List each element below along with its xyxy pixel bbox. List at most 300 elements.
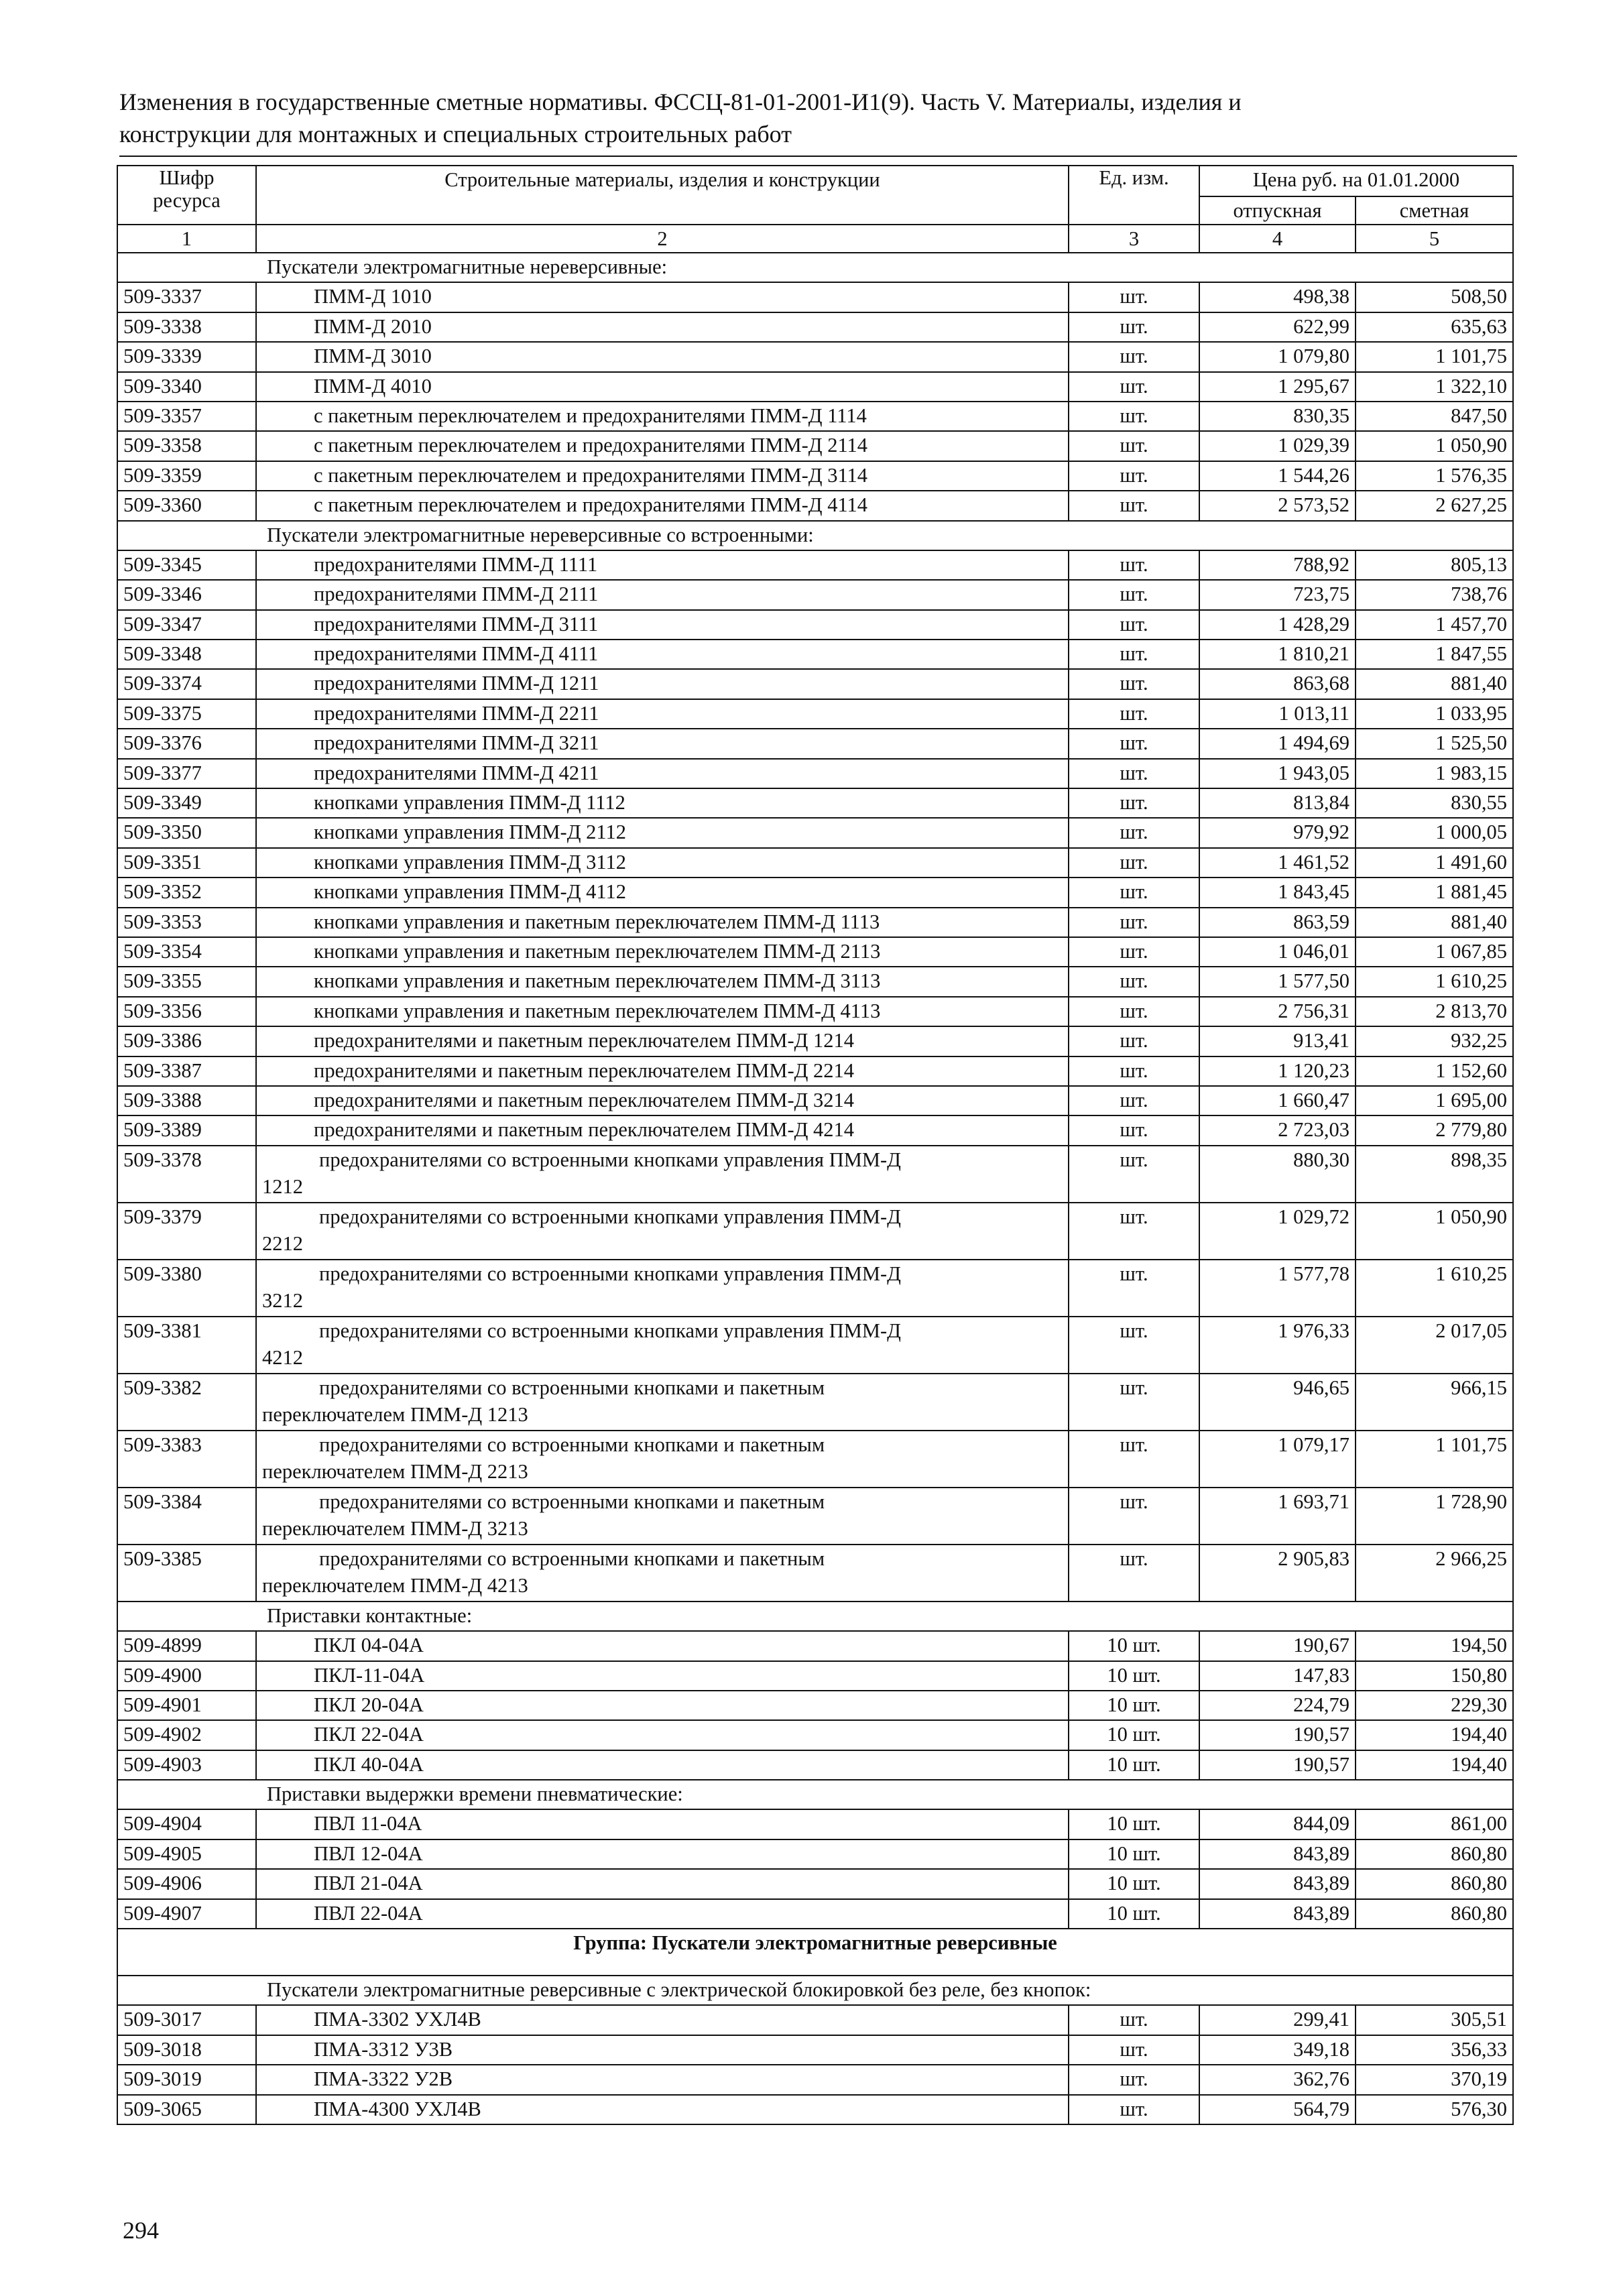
cell-price-estimate: 1 881,45 bbox=[1356, 878, 1513, 907]
cell-code: 509-4904 bbox=[117, 1809, 256, 1839]
table-row bbox=[117, 937, 1513, 967]
cell-price-estimate: 2 017,05 bbox=[1356, 1317, 1513, 1374]
cell-price-estimate: 1 050,90 bbox=[1356, 431, 1513, 461]
table-row bbox=[117, 699, 1513, 729]
cell-price-estimate: 1 847,55 bbox=[1356, 640, 1513, 669]
cell-price-estimate: 194,40 bbox=[1356, 1750, 1513, 1780]
cell-name: кнопками управления ПММ-Д 2112 bbox=[256, 818, 1069, 847]
cell-unit: шт. bbox=[1069, 1086, 1199, 1115]
cell-name-line-1: предохранителями со встроенными кнопками управления ПММ-Д bbox=[319, 1319, 901, 1342]
cell-price-release: 2 756,31 bbox=[1199, 997, 1356, 1026]
cell-unit: шт. bbox=[1069, 669, 1199, 699]
cell-code: 509-3354 bbox=[117, 937, 256, 967]
cell-price-release: 843,89 bbox=[1199, 1839, 1356, 1869]
cell-name: предохранителями и пакетным переключателем ПММ-Д 4214 bbox=[256, 1115, 1069, 1145]
table-row bbox=[117, 788, 1513, 818]
table-row bbox=[117, 1809, 1513, 1839]
cell-unit: шт. bbox=[1069, 1026, 1199, 1056]
cell-name: ПКЛ 04-04А bbox=[256, 1631, 1069, 1660]
cell-name bbox=[256, 1431, 1069, 1488]
cell-price-release: 190,57 bbox=[1199, 1750, 1356, 1780]
table-row bbox=[117, 2095, 1513, 2124]
group-title: Группа: Пускатели электромагнитные реверсивные bbox=[117, 1929, 1513, 1976]
cell-code: 509-4900 bbox=[117, 1661, 256, 1691]
cell-name: кнопками управления ПММ-Д 3112 bbox=[256, 848, 1069, 878]
col-number-5: 5 bbox=[1356, 225, 1513, 253]
cell-unit: шт. bbox=[1069, 967, 1199, 996]
cell-price-estimate: 830,55 bbox=[1356, 788, 1513, 818]
table-row bbox=[117, 669, 1513, 699]
cell-unit: шт. bbox=[1069, 788, 1199, 818]
cell-price-estimate: 881,40 bbox=[1356, 669, 1513, 699]
cell-name: кнопками управления и пакетным переключателем ПММ-Д 4113 bbox=[256, 997, 1069, 1026]
header-rule bbox=[119, 156, 1517, 157]
cell-price-release: 1 461,52 bbox=[1199, 848, 1356, 878]
cell-name: ПМА-4300 УХЛ4В bbox=[256, 2095, 1069, 2124]
table-row bbox=[117, 1869, 1513, 1898]
cell-unit: 10 шт. bbox=[1069, 1899, 1199, 1929]
table-row bbox=[117, 1086, 1513, 1115]
cell-price-estimate: 1 491,60 bbox=[1356, 848, 1513, 878]
cell-price-estimate: 861,00 bbox=[1356, 1809, 1513, 1839]
cell-name: ПММ-Д 2010 bbox=[256, 312, 1069, 342]
col-header-estimate: сметная bbox=[1356, 196, 1513, 225]
cell-code: 509-3374 bbox=[117, 669, 256, 699]
cell-name-line-2: переключателем ПММ-Д 4213 bbox=[262, 1573, 528, 1597]
cell-price-release: 1 494,69 bbox=[1199, 729, 1356, 758]
cell-price-release: 1 544,26 bbox=[1199, 461, 1356, 491]
cell-code: 509-3386 bbox=[117, 1026, 256, 1056]
cell-price-release: 1 810,21 bbox=[1199, 640, 1356, 669]
cell-name: предохранителями и пакетным переключателем ПММ-Д 3214 bbox=[256, 1086, 1069, 1115]
cell-unit: шт. bbox=[1069, 312, 1199, 342]
cell-unit: шт. bbox=[1069, 402, 1199, 431]
page-header bbox=[119, 86, 1514, 150]
cell-price-release: 830,35 bbox=[1199, 402, 1356, 431]
cell-name-line-2: переключателем ПММ-Д 1213 bbox=[262, 1402, 528, 1426]
cell-name bbox=[256, 1146, 1069, 1203]
cell-price-release: 844,09 bbox=[1199, 1809, 1356, 1839]
cell-price-release: 1 976,33 bbox=[1199, 1317, 1356, 1374]
cell-price-release: 723,75 bbox=[1199, 580, 1356, 609]
cell-code: 509-3380 bbox=[117, 1260, 256, 1317]
header-line-1: Изменения в государственные сметные нормативы. ФССЦ-81-01-2001-И1(9). Часть V. Материалы, изделия и bbox=[119, 88, 1242, 115]
cell-code: 509-3349 bbox=[117, 788, 256, 818]
cell-price-estimate: 1 101,75 bbox=[1356, 342, 1513, 371]
table-row bbox=[117, 1026, 1513, 1056]
section-title: Приставки контактные: bbox=[117, 1602, 1513, 1631]
cell-price-estimate: 1 576,35 bbox=[1356, 461, 1513, 491]
table-row bbox=[117, 878, 1513, 907]
cell-name-line-1: предохранителями со встроенными кнопками и пакетным bbox=[319, 1547, 825, 1570]
cell-unit: шт. bbox=[1069, 1260, 1199, 1317]
cell-price-release: 946,65 bbox=[1199, 1374, 1356, 1431]
cell-name: с пакетным переключателем и предохранителями ПММ-Д 3114 bbox=[256, 461, 1069, 491]
cell-unit: 10 шт. bbox=[1069, 1750, 1199, 1780]
cell-unit: шт. bbox=[1069, 2005, 1199, 2035]
cell-name-line-2: 1212 bbox=[262, 1174, 303, 1198]
table-row bbox=[117, 1115, 1513, 1145]
cell-price-estimate: 898,35 bbox=[1356, 1146, 1513, 1203]
cell-price-estimate: 1 322,10 bbox=[1356, 372, 1513, 402]
cell-name bbox=[256, 1203, 1069, 1260]
cell-code: 509-3377 bbox=[117, 759, 256, 788]
table-row bbox=[117, 282, 1513, 312]
cell-unit: шт. bbox=[1069, 818, 1199, 847]
cell-code: 509-3382 bbox=[117, 1374, 256, 1431]
cell-price-release: 843,89 bbox=[1199, 1899, 1356, 1929]
cell-code: 509-3337 bbox=[117, 282, 256, 312]
cell-unit: шт. bbox=[1069, 1203, 1199, 1260]
cell-name-line-1: предохранителями со встроенными кнопками управления ПММ-Д bbox=[319, 1148, 901, 1171]
cell-name: ПММ-Д 1010 bbox=[256, 282, 1069, 312]
cell-name: ПВЛ 11-04А bbox=[256, 1809, 1069, 1839]
cell-name-line-2: переключателем ПММ-Д 3213 bbox=[262, 1516, 528, 1540]
cell-name: ПКЛ 20-04А bbox=[256, 1691, 1069, 1720]
cell-unit: шт. bbox=[1069, 759, 1199, 788]
cell-price-estimate: 576,30 bbox=[1356, 2095, 1513, 2124]
cell-code: 509-4905 bbox=[117, 1839, 256, 1869]
table-row bbox=[117, 1661, 1513, 1691]
cell-unit: 10 шт. bbox=[1069, 1869, 1199, 1898]
table-row bbox=[117, 640, 1513, 669]
cell-name: ПКЛ-11-04А bbox=[256, 1661, 1069, 1691]
cell-name: предохранителями ПММ-Д 2211 bbox=[256, 699, 1069, 729]
cell-price-release: 1 577,78 bbox=[1199, 1260, 1356, 1317]
col-number-4: 4 bbox=[1199, 225, 1356, 253]
cell-name-line-1: предохранителями со встроенными кнопками управления ПММ-Д bbox=[319, 1205, 901, 1228]
cell-code: 509-3017 bbox=[117, 2005, 256, 2035]
section-row bbox=[117, 253, 1513, 282]
cell-name-line-1: предохранителями со встроенными кнопками и пакетным bbox=[319, 1490, 825, 1513]
col-header-code: Шифр ресурса bbox=[117, 166, 256, 225]
cell-name: ПВЛ 22-04А bbox=[256, 1899, 1069, 1929]
cell-code: 509-3356 bbox=[117, 997, 256, 1026]
cell-code: 509-3357 bbox=[117, 402, 256, 431]
cell-price-estimate: 1 983,15 bbox=[1356, 759, 1513, 788]
cell-name bbox=[256, 1374, 1069, 1431]
table-row bbox=[117, 908, 1513, 937]
section-title: Приставки выдержки времени пневматические: bbox=[117, 1780, 1513, 1809]
cell-price-estimate: 2 627,25 bbox=[1356, 491, 1513, 520]
table-row bbox=[117, 1146, 1513, 1203]
cell-price-estimate: 860,80 bbox=[1356, 1869, 1513, 1898]
table-row bbox=[117, 431, 1513, 461]
cell-price-estimate: 2 966,25 bbox=[1356, 1545, 1513, 1602]
cell-code: 509-4901 bbox=[117, 1691, 256, 1720]
cell-price-release: 224,79 bbox=[1199, 1691, 1356, 1720]
cell-price-estimate: 194,50 bbox=[1356, 1631, 1513, 1660]
cell-unit: шт. bbox=[1069, 729, 1199, 758]
cell-name bbox=[256, 1488, 1069, 1545]
table-row bbox=[117, 550, 1513, 580]
cell-price-estimate: 966,15 bbox=[1356, 1374, 1513, 1431]
cell-name: кнопками управления и пакетным переключателем ПММ-Д 1113 bbox=[256, 908, 1069, 937]
cell-unit: шт. bbox=[1069, 1545, 1199, 1602]
cell-price-release: 2 723,03 bbox=[1199, 1115, 1356, 1145]
cell-name-line-1: предохранителями со встроенными кнопками и пакетным bbox=[319, 1376, 825, 1399]
col-header-release: отпускная bbox=[1199, 196, 1356, 225]
table-row bbox=[117, 491, 1513, 520]
cell-unit: шт. bbox=[1069, 431, 1199, 461]
cell-price-release: 913,41 bbox=[1199, 1026, 1356, 1056]
cell-price-estimate: 1 033,95 bbox=[1356, 699, 1513, 729]
cell-price-release: 1 046,01 bbox=[1199, 937, 1356, 967]
cell-code: 509-3387 bbox=[117, 1056, 256, 1086]
col-header-name: Строительные материалы, изделия и конструкции bbox=[256, 166, 1069, 225]
cell-name-line-2: 3212 bbox=[262, 1288, 303, 1312]
cell-unit: шт. bbox=[1069, 1317, 1199, 1374]
cell-name-line-1: предохранителями со встроенными кнопками и пакетным bbox=[319, 1433, 825, 1456]
cell-price-release: 1 295,67 bbox=[1199, 372, 1356, 402]
table-row bbox=[117, 461, 1513, 491]
cell-name: кнопками управления ПММ-Д 4112 bbox=[256, 878, 1069, 907]
cell-price-release: 147,83 bbox=[1199, 1661, 1356, 1691]
table-row bbox=[117, 1203, 1513, 1260]
cell-name: с пакетным переключателем и предохранителями ПММ-Д 1114 bbox=[256, 402, 1069, 431]
cell-price-estimate: 1 695,00 bbox=[1356, 1086, 1513, 1115]
section-title: Пускатели электромагнитные нереверсивные: bbox=[117, 253, 1513, 282]
cell-code: 509-3346 bbox=[117, 580, 256, 609]
cell-price-release: 1 079,80 bbox=[1199, 342, 1356, 371]
cell-code: 509-3388 bbox=[117, 1086, 256, 1115]
cell-unit: шт. bbox=[1069, 1374, 1199, 1431]
table-row bbox=[117, 1691, 1513, 1720]
cell-price-estimate: 370,19 bbox=[1356, 2065, 1513, 2094]
cell-unit: 10 шт. bbox=[1069, 1691, 1199, 1720]
section-row bbox=[117, 521, 1513, 550]
cell-code: 509-4903 bbox=[117, 1750, 256, 1780]
section-row bbox=[117, 1780, 1513, 1809]
table-row bbox=[117, 1488, 1513, 1545]
table-row bbox=[117, 610, 1513, 640]
cell-code: 509-3385 bbox=[117, 1545, 256, 1602]
cell-price-release: 564,79 bbox=[1199, 2095, 1356, 2124]
cell-price-release: 1 843,45 bbox=[1199, 878, 1356, 907]
cell-name-line-2: 4212 bbox=[262, 1345, 303, 1369]
col-number-1: 1 bbox=[117, 225, 256, 253]
cell-price-release: 2 573,52 bbox=[1199, 491, 1356, 520]
cell-name bbox=[256, 1260, 1069, 1317]
cell-unit: шт. bbox=[1069, 848, 1199, 878]
cell-unit: шт. bbox=[1069, 1146, 1199, 1203]
cell-price-release: 622,99 bbox=[1199, 312, 1356, 342]
cell-code: 509-3345 bbox=[117, 550, 256, 580]
cell-code: 509-3350 bbox=[117, 818, 256, 847]
cell-code: 509-3376 bbox=[117, 729, 256, 758]
cell-code: 509-3352 bbox=[117, 878, 256, 907]
cell-price-estimate: 194,40 bbox=[1356, 1720, 1513, 1750]
table-row bbox=[117, 848, 1513, 878]
cell-unit: шт. bbox=[1069, 937, 1199, 967]
table-header-row bbox=[117, 166, 1513, 196]
cell-unit: шт. bbox=[1069, 461, 1199, 491]
cell-unit: шт. bbox=[1069, 997, 1199, 1026]
cell-unit: шт. bbox=[1069, 1431, 1199, 1488]
cell-name: кнопками управления и пакетным переключателем ПММ-Д 2113 bbox=[256, 937, 1069, 967]
cell-price-estimate: 1 728,90 bbox=[1356, 1488, 1513, 1545]
cell-unit: 10 шт. bbox=[1069, 1809, 1199, 1839]
cell-name-line-2: переключателем ПММ-Д 2213 bbox=[262, 1459, 528, 1483]
cell-name: предохранителями ПММ-Д 3111 bbox=[256, 610, 1069, 640]
table-number-row bbox=[117, 225, 1513, 253]
cell-price-estimate: 1 050,90 bbox=[1356, 1203, 1513, 1260]
cell-name-line-2: 2212 bbox=[262, 1231, 303, 1255]
cell-price-release: 979,92 bbox=[1199, 818, 1356, 847]
cell-name: ПКЛ 22-04А bbox=[256, 1720, 1069, 1750]
cell-price-release: 362,76 bbox=[1199, 2065, 1356, 2094]
cell-name bbox=[256, 1317, 1069, 1374]
cell-price-estimate: 932,25 bbox=[1356, 1026, 1513, 1056]
cell-name: предохранителями ПММ-Д 3211 bbox=[256, 729, 1069, 758]
cell-code: 509-3348 bbox=[117, 640, 256, 669]
table-row bbox=[117, 1431, 1513, 1488]
cell-price-release: 1 943,05 bbox=[1199, 759, 1356, 788]
table-row bbox=[117, 997, 1513, 1026]
cell-unit: шт. bbox=[1069, 2065, 1199, 2094]
section-row bbox=[117, 1976, 1513, 2005]
cell-unit: шт. bbox=[1069, 282, 1199, 312]
cell-price-release: 880,30 bbox=[1199, 1146, 1356, 1203]
table-row bbox=[117, 1631, 1513, 1660]
group-row bbox=[117, 1929, 1513, 1976]
cell-name bbox=[256, 1545, 1069, 1602]
cell-unit: шт. bbox=[1069, 2035, 1199, 2065]
cell-price-estimate: 1 067,85 bbox=[1356, 937, 1513, 967]
cell-price-estimate: 805,13 bbox=[1356, 550, 1513, 580]
cell-unit: шт. bbox=[1069, 1488, 1199, 1545]
cell-code: 509-3359 bbox=[117, 461, 256, 491]
cell-code: 509-3383 bbox=[117, 1431, 256, 1488]
cell-name: ПКЛ 40-04А bbox=[256, 1750, 1069, 1780]
cell-unit: шт. bbox=[1069, 2095, 1199, 2124]
cell-price-release: 1 428,29 bbox=[1199, 610, 1356, 640]
page-number: 294 bbox=[123, 2217, 159, 2244]
section-title: Пускатели электромагнитные реверсивные с электрической блокировкой без реле, без кнопок: bbox=[117, 1976, 1513, 2005]
cell-unit: шт. bbox=[1069, 342, 1199, 371]
col-header-price: Цена руб. на 01.01.2000 bbox=[1199, 166, 1513, 196]
cell-price-estimate: 860,80 bbox=[1356, 1899, 1513, 1929]
col-header-unit: Ед. изм. bbox=[1069, 166, 1199, 225]
cell-price-release: 2 905,83 bbox=[1199, 1545, 1356, 1602]
cell-price-estimate: 635,63 bbox=[1356, 312, 1513, 342]
table-row bbox=[117, 1317, 1513, 1374]
cell-unit: шт. bbox=[1069, 1115, 1199, 1145]
cell-name: с пакетным переключателем и предохранителями ПММ-Д 4114 bbox=[256, 491, 1069, 520]
cell-name: кнопками управления и пакетным переключателем ПММ-Д 3113 bbox=[256, 967, 1069, 996]
cell-unit: шт. bbox=[1069, 699, 1199, 729]
cell-name: ПММ-Д 3010 bbox=[256, 342, 1069, 371]
cell-unit: 10 шт. bbox=[1069, 1720, 1199, 1750]
cell-price-release: 498,38 bbox=[1199, 282, 1356, 312]
cell-code: 509-3355 bbox=[117, 967, 256, 996]
table-row bbox=[117, 1750, 1513, 1780]
cell-price-estimate: 1 525,50 bbox=[1356, 729, 1513, 758]
cell-code: 509-3338 bbox=[117, 312, 256, 342]
cell-code: 509-3340 bbox=[117, 372, 256, 402]
table-row bbox=[117, 2065, 1513, 2094]
cell-price-estimate: 2 813,70 bbox=[1356, 997, 1513, 1026]
cell-code: 509-3018 bbox=[117, 2035, 256, 2065]
cell-price-release: 1 660,47 bbox=[1199, 1086, 1356, 1115]
cell-unit: 10 шт. bbox=[1069, 1661, 1199, 1691]
cell-price-release: 863,68 bbox=[1199, 669, 1356, 699]
cell-price-estimate: 847,50 bbox=[1356, 402, 1513, 431]
cell-name: ПМА-3312 У3В bbox=[256, 2035, 1069, 2065]
cell-price-estimate: 150,80 bbox=[1356, 1661, 1513, 1691]
cell-unit: шт. bbox=[1069, 878, 1199, 907]
table-row bbox=[117, 967, 1513, 996]
table-row bbox=[117, 1720, 1513, 1750]
cell-price-release: 299,41 bbox=[1199, 2005, 1356, 2035]
cell-price-release: 843,89 bbox=[1199, 1869, 1356, 1898]
col-number-3: 3 bbox=[1069, 225, 1199, 253]
cell-price-release: 1 120,23 bbox=[1199, 1056, 1356, 1086]
cell-price-release: 1 079,17 bbox=[1199, 1431, 1356, 1488]
cell-name: предохранителями и пакетным переключателем ПММ-Д 2214 bbox=[256, 1056, 1069, 1086]
cell-code: 509-3353 bbox=[117, 908, 256, 937]
cell-code: 509-3381 bbox=[117, 1317, 256, 1374]
cell-code: 509-3360 bbox=[117, 491, 256, 520]
table-row bbox=[117, 2005, 1513, 2035]
cell-code: 509-3379 bbox=[117, 1203, 256, 1260]
cell-price-release: 1 577,50 bbox=[1199, 967, 1356, 996]
cell-price-release: 190,67 bbox=[1199, 1631, 1356, 1660]
table-row bbox=[117, 1056, 1513, 1086]
cell-unit: шт. bbox=[1069, 580, 1199, 609]
cell-unit: 10 шт. bbox=[1069, 1631, 1199, 1660]
cell-code: 509-3384 bbox=[117, 1488, 256, 1545]
table-row bbox=[117, 580, 1513, 609]
cell-price-estimate: 508,50 bbox=[1356, 282, 1513, 312]
cell-unit: шт. bbox=[1069, 640, 1199, 669]
cell-price-estimate: 1 101,75 bbox=[1356, 1431, 1513, 1488]
table-row bbox=[117, 372, 1513, 402]
cell-price-estimate: 305,51 bbox=[1356, 2005, 1513, 2035]
cell-price-estimate: 1 152,60 bbox=[1356, 1056, 1513, 1086]
cell-name: предохранителями ПММ-Д 4211 bbox=[256, 759, 1069, 788]
cell-price-release: 1 693,71 bbox=[1199, 1488, 1356, 1545]
table-row bbox=[117, 2035, 1513, 2065]
cell-price-estimate: 1 000,05 bbox=[1356, 818, 1513, 847]
cell-code: 509-4902 bbox=[117, 1720, 256, 1750]
cell-name: ПМА-3302 УХЛ4В bbox=[256, 2005, 1069, 2035]
table-row bbox=[117, 759, 1513, 788]
cell-price-release: 1 029,72 bbox=[1199, 1203, 1356, 1260]
cell-code: 509-4899 bbox=[117, 1631, 256, 1660]
cell-price-estimate: 881,40 bbox=[1356, 908, 1513, 937]
cell-name: предохранителями ПММ-Д 1211 bbox=[256, 669, 1069, 699]
cell-price-estimate: 229,30 bbox=[1356, 1691, 1513, 1720]
cell-code: 509-3358 bbox=[117, 431, 256, 461]
cell-price-release: 788,92 bbox=[1199, 550, 1356, 580]
table-row bbox=[117, 818, 1513, 847]
cell-name: предохранителями ПММ-Д 2111 bbox=[256, 580, 1069, 609]
cell-price-estimate: 356,33 bbox=[1356, 2035, 1513, 2065]
cell-price-estimate: 1 610,25 bbox=[1356, 1260, 1513, 1317]
cell-unit: шт. bbox=[1069, 372, 1199, 402]
table-row bbox=[117, 312, 1513, 342]
cell-name: ПМА-3322 У2В bbox=[256, 2065, 1069, 2094]
cell-code: 509-3019 bbox=[117, 2065, 256, 2094]
table-row bbox=[117, 1374, 1513, 1431]
cell-price-estimate: 1 457,70 bbox=[1356, 610, 1513, 640]
section-title: Пускатели электромагнитные нереверсивные со встроенными: bbox=[117, 521, 1513, 550]
table-row bbox=[117, 1260, 1513, 1317]
cell-unit: шт. bbox=[1069, 1056, 1199, 1086]
cell-name: предохранителями ПММ-Д 1111 bbox=[256, 550, 1069, 580]
cell-price-release: 190,57 bbox=[1199, 1720, 1356, 1750]
